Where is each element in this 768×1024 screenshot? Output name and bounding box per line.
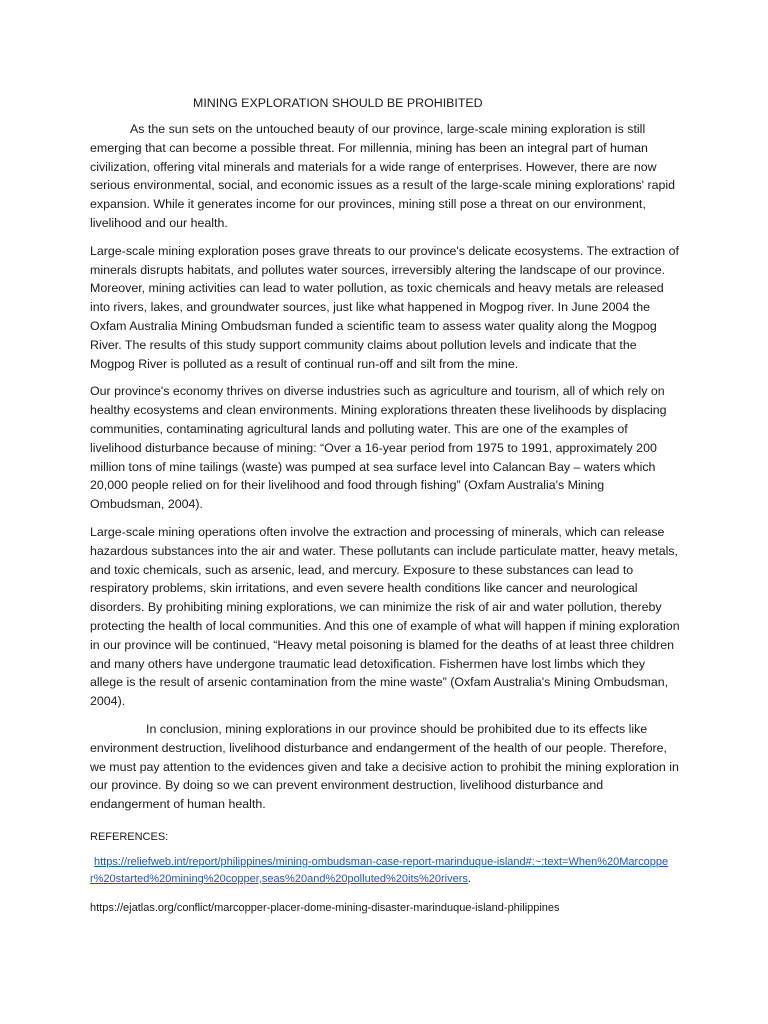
reference-item: [90, 900, 680, 917]
paragraph-introduction: As the sun sets on the untouched beauty of our province, large-scale mining exploration is still emerging that can become a possible threat. For millennia, mining has been an integral part of human civilization, offering vital minerals and materials for a wide range of enterprises. However, there are now serious environmental, social, and economic issues as a result of the large-scale mining explorations' rapid expansion. While it generates income for our provinces, mining still pose a threat on our environment, livelihood and our health.: [90, 122, 676, 230]
document-body: [90, 94, 680, 929]
references-list: [90, 854, 680, 917]
paragraph-livelihood: Our province's economy thrives on diverse industries such as agriculture and tourism, all of which rely on healthy ecosystems and clean environments. Mining explorations threaten these livelihoods by displacing communities, contaminating agricultural lands and polluting water. This are one of the examples of livelihood disturbance because of mining: “Over a 16-year period from 1975 to 1991, approximately 200 million tons of mine tailings (waste) was pumped at sea surface level into Calancan Bay – waters which 20,000 people relied on for their livelihood and food through fishing” (Oxfam Australia's Mining Ombudsman, 2004).: [90, 384, 667, 512]
reference-item: [90, 854, 680, 888]
reference-link-ejatlas[interactable]: https://ejatlas.org/conflict/marcopper-placer-dome-mining-disaster-marinduque-island-philippines: [90, 901, 560, 914]
reference-period: .: [467, 872, 471, 885]
paragraph-ecosystems: Large-scale mining exploration poses grave threats to our province's delicate ecosystems. The extraction of minerals disrupts habitats, and pollutes water sources, irreversibly altering the landscape of our province. Moreover, mining activities can lead to water pollution, as toxic chemicals and heavy metals are released into rivers, lakes, and groundwater sources, just like what happened in Mogpog river. In June 2004 the Oxfam Australia Mining Ombudsman funded a scientific team to assess water quality along the Mogpog River. The results of this study support community claims about pollution levels and indicate that the Mogpog River is polluted as a result of continual run-off and silt from the mine.: [90, 243, 679, 371]
references-heading: REFERENCES:: [90, 830, 169, 843]
paragraph-conclusion: In conclusion, mining explorations in our province should be prohibited due to its effects like environment destruction, livelihood disturbance and endangerment of the health of our people. Therefore, we must pay attention to the evidences given and take a decisive action to prohibit the mining exploration in our province. By doing so we can prevent environment destruction, livelihood disturbance and endangerment of human health.: [90, 721, 679, 812]
document-title: MINING EXPLORATION SHOULD BE PROHIBITED: [193, 96, 483, 110]
reference-link-reliefweb[interactable]: https://reliefweb.int/report/philippines/mining-ombudsman-case-report-marinduque-island#:~:text=When%20Marcopper%20started%20mining%20copper,seas%20and%20polluted%20its%20rivers: [90, 855, 669, 885]
paragraph-health: Large-scale mining operations often involve the extraction and processing of minerals, which can release hazardous substances into the air and water. These pollutants can include particulate matter, heavy metals, and toxic chemicals, such as arsenic, lead, and mercury. Exposure to these substances can lead to respiratory problems, skin irritations, and even severe health conditions like cancer and neurological disorders. By prohibiting mining explorations, we can minimize the risk of air and water pollution, thereby protecting the health of local communities. And this one of example of what will happen if mining exploration in our province will be continued, “Heavy metal poisoning is blamed for the deaths of at least three children and many others have undergone traumatic lead detoxification. Fishermen have lost limbs which they allege is the result of arsenic contamination from the mine waste” (Oxfam Australia's Mining Ombudsman, 2004).: [90, 524, 680, 709]
